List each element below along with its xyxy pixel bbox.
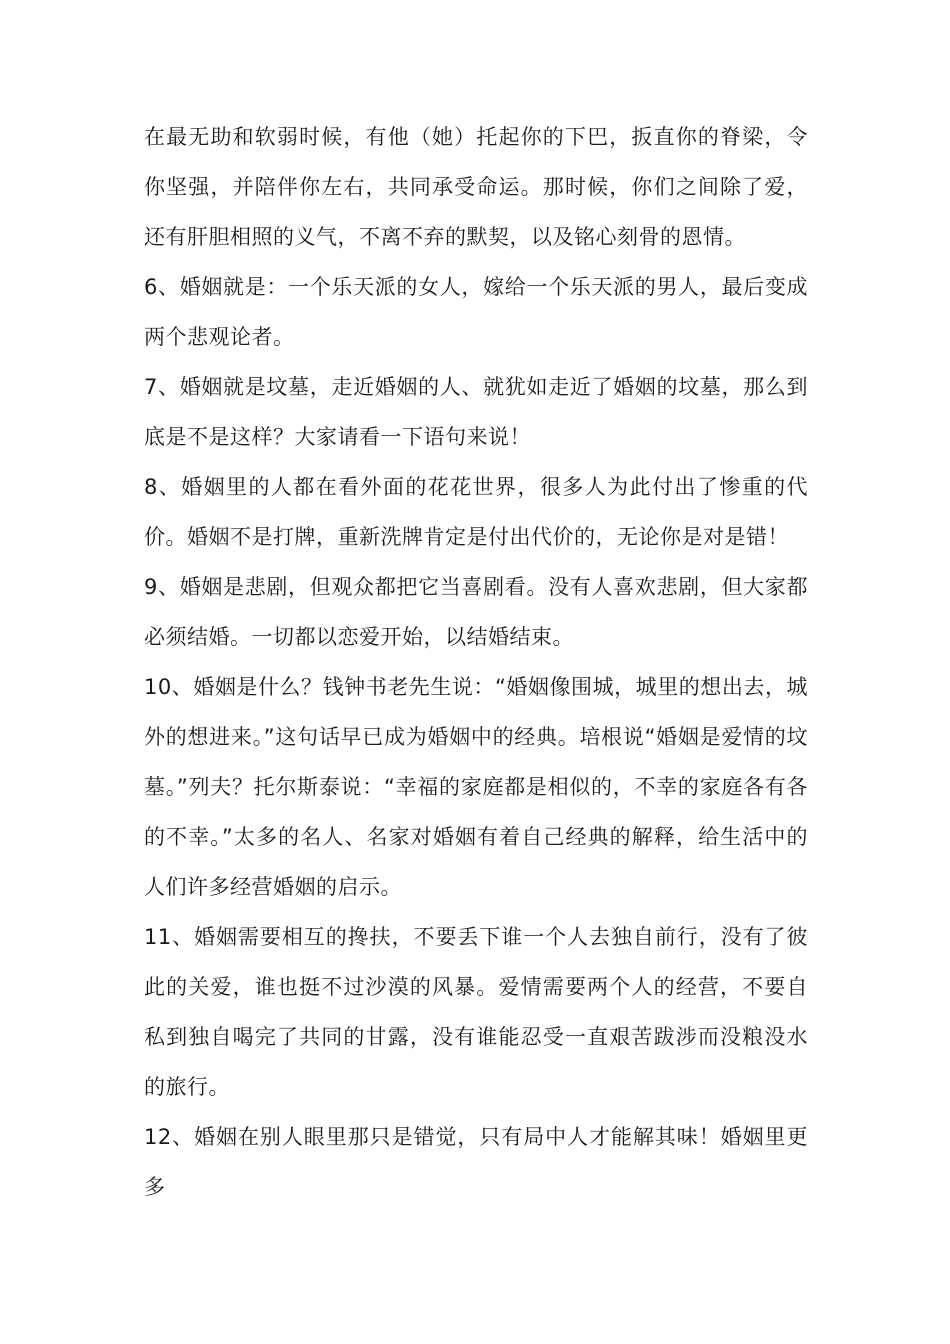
paragraph-item-12: 12、婚姻在别人眼里那只是错觉，只有局中人才能解其味！婚姻里更多	[144, 1125, 808, 1199]
paragraph-item-7: 7、婚姻就是坟墓，走近婚姻的人、就犹如走近了婚姻的坟墓，那么到底是不是这样？大家请看一下语句来说！	[144, 375, 808, 449]
paragraph-item-6: 6、婚姻就是：一个乐天派的女人，嫁给一个乐天派的男人，最后变成两个悲观论者。	[144, 275, 808, 349]
paragraph-item-10: 10、婚姻是什么？钱钟书老先生说：“婚姻像围城，城里的想出去，城外的想进来。”这句话早已成为婚姻中的经典。培根说“婚姻是爱情的坟墓。”列夫？托尔斯泰说：“幸福的家庭都是相似的，不幸的家庭各有各的不幸。”太多的名人、名家对婚姻有着自己经典的解释，给生活中的人们许多经营婚姻的启示。	[144, 675, 808, 899]
paragraph-item-9: 9、婚姻是悲剧，但观众都把它当喜剧看。没有人喜欢悲剧，但大家都必须结婚。一切都以恋爱开始，以结婚结束。	[144, 575, 808, 649]
document-body	[144, 112, 808, 1212]
paragraph-continuation: 在最无助和软弱时候，有他（她）托起你的下巴，扳直你的脊梁，令你坚强，并陪伴你左右，共同承受命运。那时候，你们之间除了爱，还有肝胆相照的义气，不离不弃的默契，以及铭心刻骨的恩情。	[144, 125, 808, 249]
paragraph-item-8: 8、婚姻里的人都在看外面的花花世界，很多人为此付出了惨重的代价。婚姻不是打牌，重新洗牌肯定是付出代价的，无论你是对是错！	[144, 475, 808, 549]
paragraph-item-11: 11、婚姻需要相互的搀扶，不要丢下谁一个人去独自前行，没有了彼此的关爱，谁也挺不过沙漠的风暴。爱情需要两个人的经营，不要自私到独自喝完了共同的甘露，没有谁能忍受一直艰苦跋涉而没粮没水的旅行。	[144, 925, 808, 1099]
